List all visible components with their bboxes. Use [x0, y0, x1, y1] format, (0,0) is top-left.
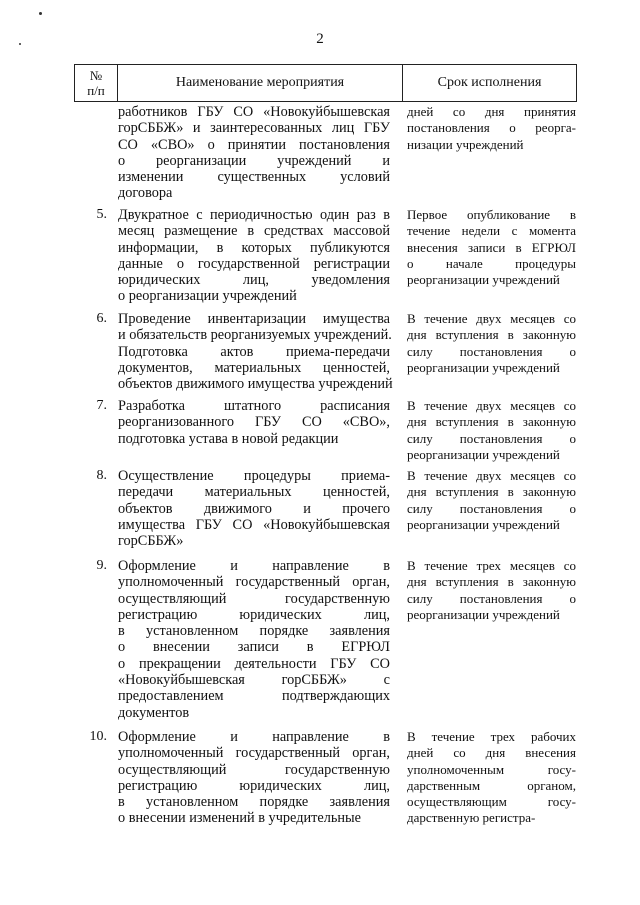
action-line: осуществляющий государственную: [118, 590, 390, 607]
action-line: имущества ГБУ СО «Новокуйбышевская: [118, 516, 390, 533]
action-line: передачи материальных ценностей,: [118, 484, 390, 501]
term-line: Первое опубликование в: [407, 207, 576, 222]
action-line: данные о государственной регистрации: [118, 255, 390, 272]
action-line: о внесении изменений в учредительные: [118, 810, 361, 827]
scan-speck: [39, 12, 42, 15]
row-number: 5.: [96, 207, 107, 222]
term-line: реорганизации учреждений: [407, 446, 560, 462]
action-line: уполномоченный государственный орган,: [118, 745, 390, 762]
term-line: дарственную регистра-: [407, 810, 536, 826]
term-line: дней со дня принятия: [407, 104, 576, 119]
term-line: дарственным органом,: [407, 777, 576, 793]
action-line: в установленном порядке заявления: [118, 794, 390, 811]
row-action: [118, 311, 393, 393]
term-line: реорганизации учреждений: [407, 606, 560, 622]
action-line: Двукратное с периодичностью один раз в: [118, 207, 390, 223]
action-line: информации, в которых публикуются: [118, 239, 390, 256]
row-term: [407, 311, 576, 376]
header-term: Срок исполнения: [437, 75, 542, 90]
action-line: работников ГБУ СО «Новокуйбышевская: [118, 104, 390, 120]
term-line: течение недели с момента: [407, 223, 576, 239]
scan-speck: [19, 43, 21, 45]
action-line: СО «СВО» о принятии постановления: [118, 136, 390, 153]
term-line: реорганизации учреждений: [407, 272, 560, 288]
action-line: горСББЖ» и заинтересованных лиц ГБУ: [118, 120, 390, 137]
action-line: о прекращении деятельности ГБУ СО: [118, 655, 390, 672]
term-line: дня вступления в законную: [407, 574, 576, 590]
table-header: [74, 64, 577, 102]
row-term: [407, 207, 576, 288]
term-line: силу постановления о: [407, 343, 576, 359]
action-line: изменении существенных условий: [118, 169, 390, 186]
row-number: 7.: [96, 398, 107, 413]
row-number: 6.: [96, 311, 107, 326]
row-number: 8.: [96, 468, 107, 483]
action-line: документов: [118, 704, 190, 721]
term-line: реорганизации учреждений: [407, 516, 560, 532]
row-action: [118, 729, 390, 827]
term-line: дня вступления в законную: [407, 414, 576, 430]
row-action: [118, 558, 390, 721]
row-term: [407, 104, 576, 153]
action-line: Подготовка актов приема-передачи: [118, 343, 390, 360]
action-line: документов, материальных ценностей,: [118, 359, 390, 376]
action-line: Осуществление процедуры приема-: [118, 468, 390, 484]
action-line: Разработка штатного расписания: [118, 398, 390, 414]
action-line: и обязательств реорганизуемых учреждений.: [118, 327, 392, 344]
action-line: Проведение инвентаризации имущества: [118, 311, 390, 327]
term-line: уполномоченным госу-: [407, 761, 576, 777]
row-action: [118, 207, 390, 305]
action-line: договора: [118, 185, 173, 202]
term-line: дня вступления в законную: [407, 484, 576, 500]
term-line: В течение двух месяцев со: [407, 311, 576, 326]
action-line: регистрацию юридических лиц,: [118, 777, 390, 794]
term-line: силу постановления о: [407, 500, 576, 516]
term-line: В течение трех месяцев со: [407, 558, 576, 573]
term-line: дня вступления в законную: [407, 327, 576, 343]
term-line: низации учреждений: [407, 136, 524, 152]
action-line: о реорганизации учреждений: [118, 288, 297, 305]
action-line: предоставлением подтверждающих: [118, 688, 390, 705]
action-line: в установленном порядке заявления: [118, 623, 390, 640]
row-action: [118, 104, 390, 202]
row-number: 10.: [89, 729, 107, 744]
action-line: юридических лиц, уведомления: [118, 272, 390, 289]
header-action: Наименование мероприятия: [118, 65, 403, 101]
action-line: о реорганизации учреждений и: [118, 152, 390, 169]
term-line: В течение трех рабочих: [407, 729, 576, 744]
term-line: дней со дня внесения: [407, 745, 576, 761]
action-line: Оформление и направление в: [118, 729, 390, 745]
action-line: объектов движимого имущества учреждений: [118, 376, 393, 393]
action-line: подготовка устава в новой редакции: [118, 430, 339, 447]
action-line: Оформление и направление в: [118, 558, 390, 574]
term-line: осуществляющим госу-: [407, 794, 576, 810]
header-number: № п/п: [75, 65, 118, 101]
term-line: внесения записи в ЕГРЮЛ: [407, 239, 576, 255]
page-number: 2: [316, 31, 324, 47]
row-term: [407, 558, 576, 623]
row-action: [118, 398, 390, 447]
row-term: [407, 468, 576, 533]
row-term: [407, 729, 576, 827]
action-line: «Новокуйбышевская горСББЖ» с: [118, 672, 390, 689]
term-line: силу постановления о: [407, 590, 576, 606]
action-line: месяц размещение в средствах массовой: [118, 223, 390, 240]
term-line: силу постановления о: [407, 430, 576, 446]
term-line: о начале процедуры: [407, 255, 576, 271]
term-line: В течение двух месяцев со: [407, 398, 576, 413]
term-line: постановления о реорга-: [407, 120, 576, 136]
action-line: о внесении записи в ЕГРЮЛ: [118, 639, 390, 656]
row-number: 9.: [96, 558, 107, 573]
action-line: реорганизованного ГБУ СО «СВО»,: [118, 414, 390, 431]
term-line: реорганизации учреждений: [407, 359, 560, 375]
term-line: В течение двух месяцев со: [407, 468, 576, 483]
row-term: [407, 398, 576, 463]
action-line: горСББЖ»: [118, 533, 184, 550]
action-line: уполномоченный государственный орган,: [118, 574, 390, 591]
action-line: регистрацию юридических лиц,: [118, 606, 390, 623]
row-action: [118, 468, 390, 549]
action-line: объектов движимого и прочего: [118, 500, 390, 517]
action-line: осуществляющий государственную: [118, 761, 390, 778]
